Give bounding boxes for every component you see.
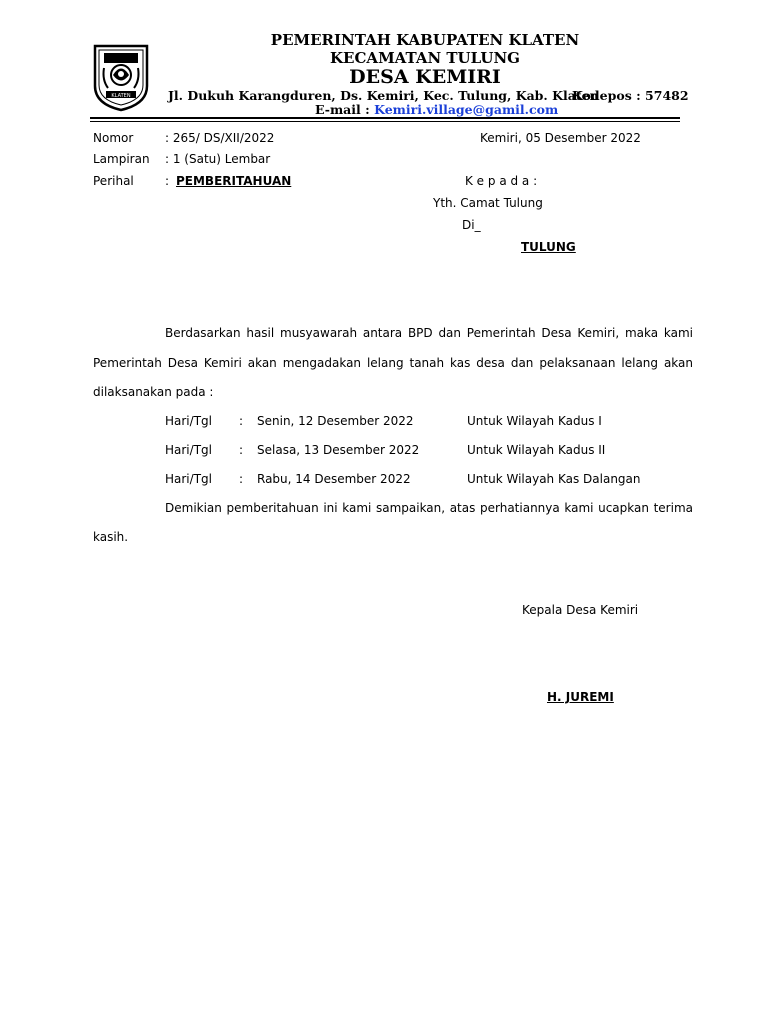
schedule-date: Senin, 12 Desember 2022 [257,414,414,428]
letterhead-government: PEMERINTAH KABUPATEN KLATEN [270,31,580,49]
svg-text:KLATEN: KLATEN [111,93,131,99]
nomor-label: Nomor [93,131,134,145]
email-label: E-mail : [315,102,370,117]
schedule-area: Untuk Wilayah Kas Dalangan [467,472,641,486]
schedule-colon: : [239,443,244,457]
signature-title: Kepala Desa Kemiri [522,603,639,617]
recipient-di: Di_ [462,218,481,232]
nomor-value: : 265/ DS/XII/2022 [165,131,275,145]
schedule-colon: : [239,414,244,428]
perihal-colon: : [165,174,170,188]
letterhead-address: Jl. Dukuh Karangduren, Ds. Kemiri, Kec. Tulung, Kab. Klaten [168,88,599,103]
perihal-value: PEMBERITAHUAN [176,174,292,188]
perihal-label: Perihal [93,174,134,188]
lampiran-label: Lampiran [93,152,150,166]
signature-name: H. JUREMI [547,690,614,704]
paragraph-1-line-3: dilaksanakan pada : [93,385,214,399]
letterhead-rule-thick [90,117,680,119]
letterhead-rule-thin [90,121,680,122]
letterhead-email-row [315,102,558,117]
paragraph-1-line-2: Pemerintah Desa Kemiri akan mengadakan lelang tanah kas desa dan pelaksanaan lelang akan [93,356,693,370]
schedule-label: Hari/Tgl [165,414,212,428]
schedule-label: Hari/Tgl [165,443,212,457]
recipient-yth: Yth. Camat Tulung [433,196,543,210]
letterhead-village: DESA KEMIRI [349,66,501,88]
schedule-area: Untuk Wilayah Kadus II [467,443,606,457]
schedule-label: Hari/Tgl [165,472,212,486]
email-link[interactable]: Kemiri.village@gamil.com [374,102,559,117]
recipient-place: TULUNG [521,240,576,254]
letterhead-district: KECAMATAN TULUNG [330,49,520,67]
paragraph-1-line-1: Berdasarkan hasil musyawarah antara BPD dan Pemerintah Desa Kemiri, maka kami [165,326,693,340]
paragraph-2-line-1: Demikian pemberitahuan ini kami sampaikan, atas perhatiannya kami ucapkan terima [165,501,693,515]
schedule-date: Rabu, 14 Desember 2022 [257,472,411,486]
schedule-area: Untuk Wilayah Kadus I [467,414,602,428]
letter-date: Kemiri, 05 Desember 2022 [480,131,641,145]
letterhead-postal-code: Kodepos : 57482 [572,88,689,103]
recipient-kepada: K e p a d a : [465,174,538,188]
lampiran-value: : 1 (Satu) Lembar [165,152,271,166]
paragraph-2-line-2: kasih. [93,530,129,544]
schedule-colon: : [239,472,244,486]
kabupaten-klaten-emblem [92,42,150,112]
schedule-date: Selasa, 13 Desember 2022 [257,443,420,457]
